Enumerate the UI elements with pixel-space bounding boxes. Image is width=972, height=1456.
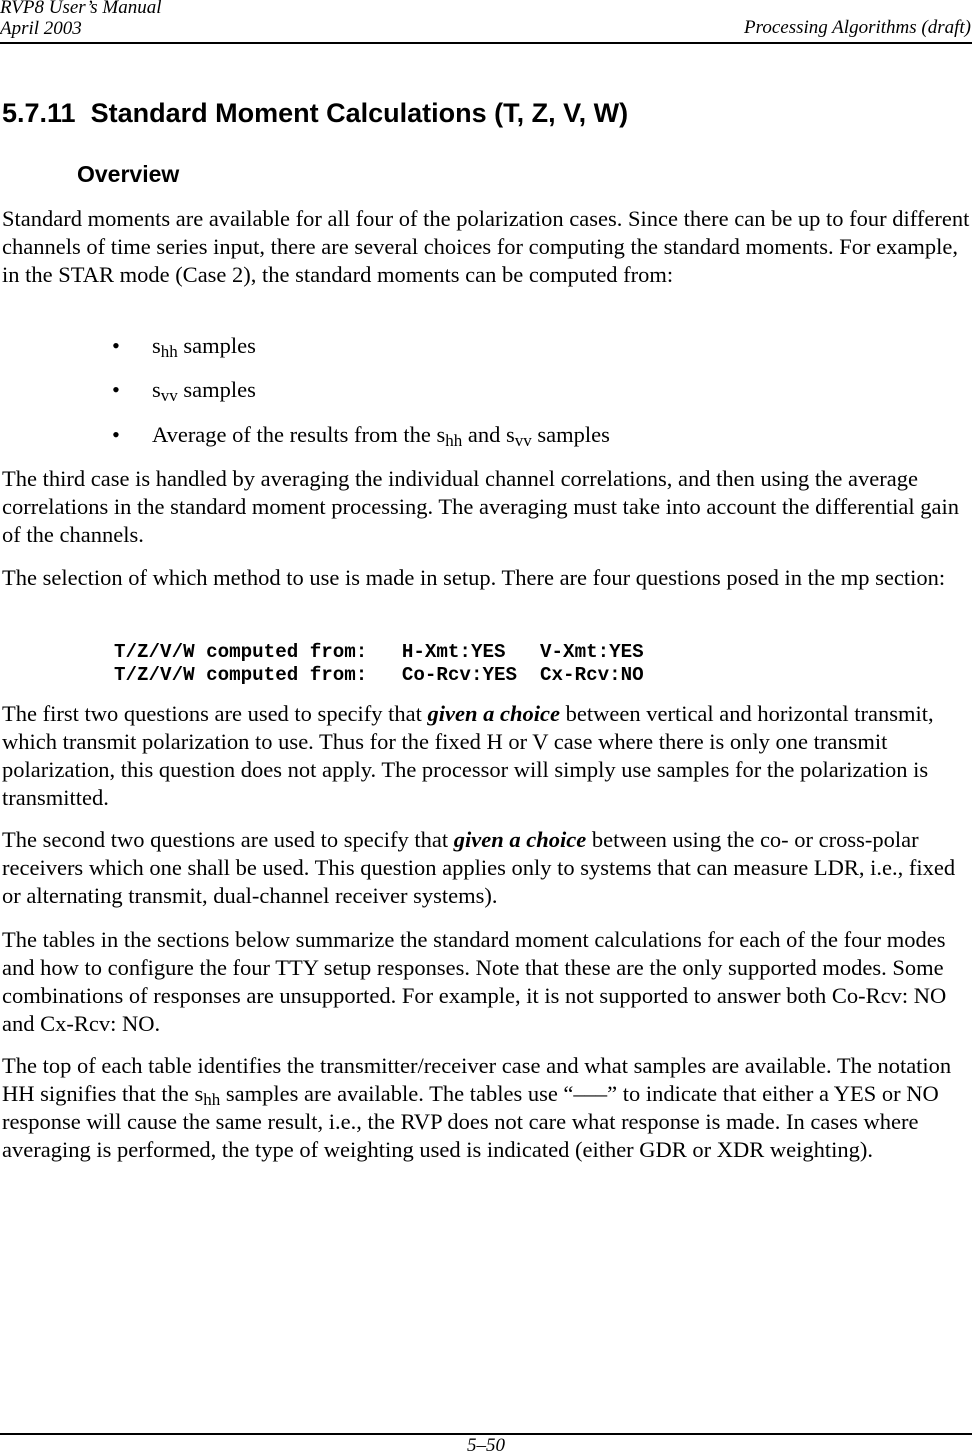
tables-summary-paragraph: The tables in the sections below summarize the standard moment calculations for each of the four modes and how to configure the four TTY setup responses. Note that these are the only supported modes. Some combinations of responses are unsupported. For example, it is not supported to answer both Co-Rcv: NO and Cx-Rcv: NO. <box>2 927 947 1036</box>
header-rule <box>0 42 972 44</box>
subheading-overview: Overview <box>77 161 180 187</box>
first-two-questions-paragraph: The first two questions are used to specify that given a choice between vertical and horizontal transmit, which transmit polarization to use. Thus for the fixed H or V case where there is only one transmit polarization, this question does not apply. The processor will simply use samples for the polarization is transmitted. <box>2 701 934 810</box>
bullet-item-svv: • $s_{vv}$ samples <box>112 377 256 405</box>
page-number: 5–50 <box>467 1435 505 1456</box>
bullet-item-average: • Average of the results from the $s_{hh}$ and $s_{vv}$ samples <box>112 422 610 450</box>
document-date: April 2003 <box>0 18 82 39</box>
third-case-paragraph: The third case is handled by averaging the individual channel correlations, and then using the average correlations in the standard moment processing. The averaging must take into account the differential gain of the channels. <box>2 466 959 547</box>
emphasis-text: given a choice <box>453 827 587 852</box>
selection-paragraph: The selection of which method to use is made in setup. There are four questions posed in the mp section: <box>2 565 946 590</box>
manual-title: RVP8 User’s Manual <box>0 0 162 18</box>
section-number: 5.7.11 <box>2 98 76 128</box>
section-title: Standard Moment Calculations (T, Z, V, W) <box>90 98 629 128</box>
emphasis-text: given a choice <box>427 701 560 726</box>
bullet-item-shh: • $s_{hh}$ samples <box>112 333 256 361</box>
bullet-icon: • <box>112 333 120 358</box>
page-header <box>0 0 972 44</box>
section-heading <box>2 96 628 130</box>
chapter-title: Processing Algorithms (draft) <box>744 17 971 38</box>
intro-paragraph: Standard moments are available for all four of the polarization cases. Since there can be up to four different channels of time series input, there are several choices for computing the standard moments. For example, in the STAR mode (Case 2), the standard moments can be computed from: <box>2 206 970 287</box>
second-two-questions-paragraph: The second two questions are used to specify that given a choice between using the co- or cross-polar receivers which one shall be used. This question applies only to systems that can measure LDR, i.e., fixed or alternating transmit, dual-channel receiver systems). <box>2 827 956 908</box>
table-notation-paragraph: The top of each table identifies the transmitter/receiver case and what samples are available. The notation HH signifies that the $s_{hh}$ samples are available. The tables use “–––” to indicate that either a YES or NO response will cause the same result, i.e., the RVP does not care what response is made. In cases where averaging is performed, the type of weighting used is indicated (either GDR or XDR weighting). <box>2 1053 952 1162</box>
code-line-xmt: T/Z/V/W computed from: H-Xmt:YES V-Xmt:YES <box>114 641 644 663</box>
code-line-rcv: T/Z/V/W computed from: Co-Rcv:YES Cx-Rcv:NO <box>114 664 644 686</box>
header-left <box>0 0 162 39</box>
bullet-icon: • <box>112 377 120 402</box>
bullet-icon: • <box>112 422 120 447</box>
